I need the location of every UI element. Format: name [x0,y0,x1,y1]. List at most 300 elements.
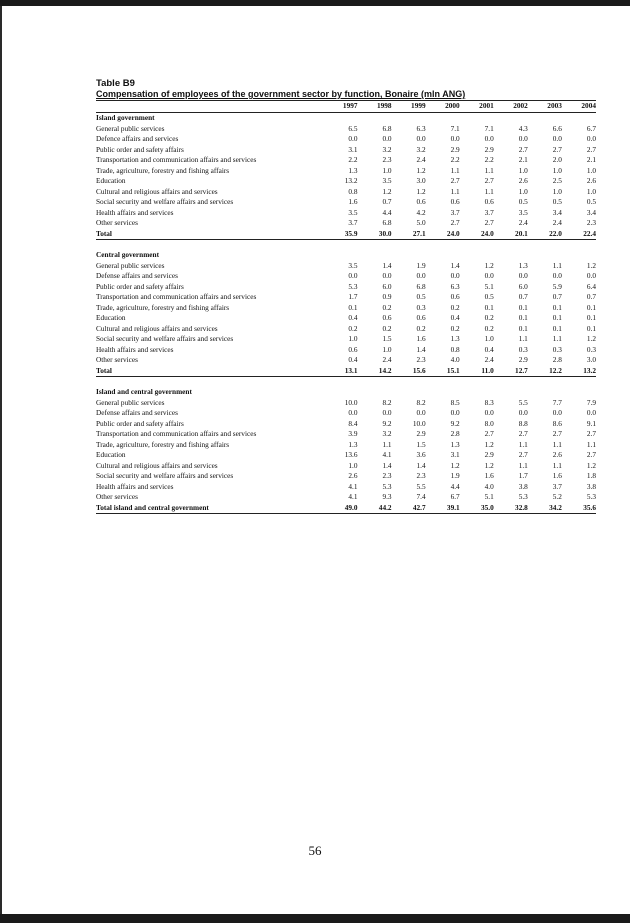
value-cell: 1.1 [518,460,528,470]
value-cell: 3.2 [416,144,426,154]
value-cell: 0.0 [348,271,358,280]
total-value: 24.0 [460,229,494,240]
value-cell: 3.7 [552,481,562,491]
row-label: Education [96,313,126,322]
value-cell: 1.3 [348,439,358,449]
value-cell: 0.5 [518,197,528,206]
year-header: 1999 [392,101,426,113]
value-cell: 2.7 [586,450,596,459]
row-label: Social security and welfare affairs and services [96,197,234,206]
value-cell: 13.2 [344,176,358,185]
value-cell: 0.7 [586,292,596,301]
row-label: Defence affairs and services [96,134,179,143]
value-cell: 1.7 [518,471,528,480]
table-label: Table B9 [96,78,135,89]
value-cell: 6.0 [382,281,392,291]
table-row [96,355,596,366]
value-cell: 0.4 [348,355,358,364]
value-cell: 3.2 [382,429,392,438]
value-cell: 1.2 [484,460,494,470]
table-row [96,145,596,156]
value-cell: 8.2 [416,397,426,407]
table-row [96,429,596,440]
value-cell: 1.0 [552,165,562,175]
total-value: 35.0 [460,503,494,514]
value-cell: 1.6 [416,334,426,343]
value-cell: 2.7 [586,429,596,438]
value-cell: 2.7 [552,144,562,154]
value-cell: 2.3 [416,355,426,364]
row-label: Transportation and communication affairs and services [96,429,257,438]
value-cell: 9.3 [382,492,392,501]
value-cell: 0.2 [450,302,460,312]
value-cell: 8.5 [450,397,460,407]
value-cell: 0.0 [348,134,358,143]
value-cell: 1.1 [382,439,392,449]
table-row [96,398,596,409]
value-cell: 0.1 [484,302,494,312]
spacer-row [96,240,596,251]
table-row [96,419,596,430]
value-cell: 2.2 [484,155,494,164]
value-cell: 1.4 [416,460,426,470]
table-row [96,261,596,272]
value-cell: 0.7 [382,197,392,206]
value-cell: 9.1 [586,418,596,428]
value-cell: 8.4 [348,418,358,428]
value-cell: 3.6 [416,450,426,459]
value-cell: 0.1 [586,323,596,333]
total-value: 34.2 [528,503,562,514]
value-cell: 6.7 [586,123,596,133]
value-cell: 1.0 [586,165,596,175]
value-cell: 6.4 [586,281,596,291]
value-cell: 0.8 [450,344,460,354]
value-cell: 0.1 [518,313,528,322]
value-cell: 1.0 [518,165,528,175]
value-cell: 3.1 [450,450,460,459]
value-cell: 0.6 [416,313,426,322]
section-heading-row [96,250,596,261]
value-cell: 6.8 [382,218,392,227]
value-cell: 2.7 [552,429,562,438]
left-edge [0,6,2,914]
year-header: 2004 [562,101,596,113]
value-cell: 0.5 [552,197,562,206]
value-cell: 3.0 [586,355,596,364]
total-label: Total [96,229,323,240]
value-cell: 1.2 [382,186,392,196]
value-cell: 1.3 [450,334,460,343]
row-label: Trade, agriculture, forestry and fishing affairs [96,302,230,312]
value-cell: 13.6 [344,450,358,459]
row-label: Other services [96,355,138,364]
value-cell: 5.3 [348,281,358,291]
value-cell: 2.2 [450,155,460,164]
table-row [96,292,596,303]
value-cell: 2.9 [416,429,426,438]
value-cell: 1.1 [450,186,460,196]
total-value: 35.9 [323,229,357,240]
year-header: 2003 [528,101,562,113]
row-label: Cultural and religious affairs and services [96,323,218,333]
total-label: Total [96,366,323,377]
value-cell: 2.7 [518,144,528,154]
value-cell: 8.2 [382,397,392,407]
value-cell: 0.1 [552,313,562,322]
section-title: Island government [96,113,155,122]
value-cell: 7.9 [586,397,596,407]
row-label: General public services [96,123,165,133]
value-cell: 1.2 [586,334,596,343]
value-cell: 9.2 [382,418,392,428]
value-cell: 1.1 [552,460,562,470]
value-cell: 2.7 [450,218,460,227]
row-label: Transportation and communication affairs and services [96,292,257,301]
total-value: 49.0 [323,503,357,514]
row-label: Other services [96,492,138,501]
value-cell: 1.9 [416,260,426,270]
value-cell: 0.5 [416,292,426,301]
total-value: 42.7 [392,503,426,514]
total-value: 13.1 [323,366,357,377]
value-cell: 0.5 [586,197,596,206]
row-label: Education [96,176,126,185]
value-cell: 1.0 [382,165,392,175]
total-value: 15.6 [392,366,426,377]
table-row [96,271,596,282]
row-label: Public order and safety affairs [96,144,184,154]
row-label: General public services [96,397,165,407]
section-heading-row [96,113,596,124]
value-cell: 4.2 [416,207,426,217]
value-cell: 1.2 [416,165,426,175]
value-cell: 0.1 [552,323,562,333]
value-cell: 9.2 [450,418,460,428]
total-value: 24.0 [426,229,460,240]
section-title: Central government [96,250,160,259]
value-cell: 2.4 [552,218,562,227]
value-cell: 0.9 [382,292,392,301]
value-cell: 0.0 [450,271,460,280]
table-row [96,134,596,145]
value-cell: 3.8 [518,481,528,491]
total-value: 13.2 [562,366,596,377]
value-cell: 1.2 [416,186,426,196]
value-cell: 3.5 [518,207,528,217]
value-cell: 0.1 [518,302,528,312]
total-row [96,229,596,240]
value-cell: 5.3 [518,492,528,501]
value-cell: 1.9 [450,471,460,480]
value-cell: 1.1 [518,334,528,343]
value-cell: 1.1 [450,165,460,175]
value-cell: 1.2 [586,460,596,470]
value-cell: 2.1 [586,155,596,164]
table-row [96,450,596,461]
total-value: 15.1 [426,366,460,377]
value-cell: 2.6 [552,450,562,459]
value-cell: 1.0 [348,334,358,343]
value-cell: 0.0 [450,408,460,417]
value-cell: 10.0 [412,418,426,428]
value-cell: 2.7 [450,176,460,185]
value-cell: 2.6 [586,176,596,185]
value-cell: 5.2 [552,492,562,501]
value-cell: 2.4 [518,218,528,227]
value-cell: 1.0 [518,186,528,196]
total-value: 20.1 [494,229,528,240]
value-cell: 0.8 [348,186,358,196]
value-cell: 1.0 [586,186,596,196]
total-value: 35.6 [562,503,596,514]
value-cell: 8.3 [484,397,494,407]
value-cell: 0.0 [382,134,392,143]
value-cell: 5.0 [416,218,426,227]
value-cell: 6.3 [450,281,460,291]
compensation-table [96,100,596,514]
value-cell: 0.0 [416,408,426,417]
total-value: 27.1 [392,229,426,240]
value-cell: 3.5 [348,260,358,270]
value-cell: 1.1 [518,439,528,449]
value-cell: 0.0 [586,271,596,280]
value-cell: 2.9 [518,355,528,364]
value-cell: 3.7 [484,207,494,217]
value-cell: 1.6 [552,471,562,480]
value-cell: 1.6 [484,471,494,480]
table-row [96,461,596,472]
table-row [96,218,596,229]
table-row [96,471,596,482]
table-row [96,282,596,293]
total-value: 12.2 [528,366,562,377]
value-cell: 1.1 [552,334,562,343]
value-cell: 1.2 [484,260,494,270]
value-cell: 2.8 [450,429,460,438]
row-label: Health affairs and services [96,344,174,354]
value-cell: 2.9 [484,450,494,459]
value-cell: 0.1 [586,313,596,322]
value-cell: 1.4 [382,260,392,270]
value-cell: 0.7 [518,292,528,301]
table-row [96,408,596,419]
row-label: General public services [96,260,165,270]
year-header: 2002 [494,101,528,113]
value-cell: 0.4 [484,344,494,354]
value-cell: 1.3 [450,439,460,449]
value-cell: 4.1 [348,481,358,491]
value-cell: 0.6 [382,313,392,322]
total-value: 12.7 [494,366,528,377]
value-cell: 3.5 [382,176,392,185]
value-cell: 1.3 [348,165,358,175]
value-cell: 1.1 [484,186,494,196]
value-cell: 5.5 [416,481,426,491]
value-cell: 7.1 [450,123,460,133]
row-label: Social security and welfare affairs and services [96,334,234,343]
value-cell: 3.7 [450,207,460,217]
value-cell: 0.1 [586,302,596,312]
row-label: Social security and welfare affairs and services [96,471,234,480]
table-row [96,187,596,198]
value-cell: 0.2 [416,323,426,333]
total-value: 30.0 [358,229,392,240]
value-cell: 0.2 [382,323,392,333]
table-row [96,345,596,356]
value-cell: 2.8 [552,355,562,364]
row-label: Public order and safety affairs [96,418,184,428]
row-label: Transportation and communication affairs and services [96,155,257,164]
bottom-border [0,914,630,923]
value-cell: 6.0 [518,281,528,291]
value-cell: 0.4 [348,313,358,322]
value-cell: 2.4 [484,355,494,364]
table-row [96,492,596,503]
value-cell: 2.5 [552,176,562,185]
value-cell: 0.4 [450,313,460,322]
spacer-cell [96,377,596,388]
value-cell: 0.0 [348,408,358,417]
value-cell: 2.2 [348,155,358,164]
row-label: Cultural and religious affairs and services [96,186,218,196]
value-cell: 0.1 [518,323,528,333]
value-cell: 5.5 [518,397,528,407]
top-border [0,0,630,6]
value-cell: 2.4 [416,155,426,164]
header-label-cell [96,101,323,113]
value-cell: 2.7 [484,176,494,185]
row-label: Trade, agriculture, forestry and fishing affairs [96,439,230,449]
value-cell: 0.3 [518,344,528,354]
value-cell: 0.0 [586,408,596,417]
value-cell: 0.6 [450,292,460,301]
value-cell: 6.3 [416,123,426,133]
table-row [96,166,596,177]
value-cell: 4.3 [518,123,528,133]
value-cell: 4.0 [450,355,460,364]
value-cell: 0.0 [416,134,426,143]
value-cell: 5.3 [382,481,392,491]
section-title: Island and central government [96,387,192,396]
value-cell: 0.0 [518,134,528,143]
value-cell: 2.7 [586,144,596,154]
value-cell: 3.0 [416,176,426,185]
row-label: Education [96,450,126,459]
value-cell: 0.6 [484,197,494,206]
value-cell: 1.4 [382,460,392,470]
value-cell: 7.7 [552,397,562,407]
value-cell: 7.4 [416,492,426,501]
year-header: 2000 [426,101,460,113]
value-cell: 4.1 [348,492,358,501]
value-cell: 0.2 [382,302,392,312]
value-cell: 2.3 [382,155,392,164]
page-number: 56 [308,843,322,858]
section-heading-row [96,387,596,398]
value-cell: 1.2 [586,260,596,270]
row-label: Defense affairs and services [96,271,178,280]
value-cell: 2.3 [416,471,426,480]
value-cell: 1.3 [518,260,528,270]
value-cell: 0.2 [484,313,494,322]
table-row [96,313,596,324]
header-row [96,101,596,113]
total-value: 22.0 [528,229,562,240]
row-label: Cultural and religious affairs and services [96,460,218,470]
table-row [96,324,596,335]
table-row [96,208,596,219]
value-cell: 1.0 [382,344,392,354]
value-cell: 5.9 [552,281,562,291]
value-cell: 3.2 [382,144,392,154]
value-cell: 0.0 [382,408,392,417]
year-header: 2001 [460,101,494,113]
year-header: 1998 [358,101,392,113]
value-cell: 1.0 [552,186,562,196]
value-cell: 2.3 [382,471,392,480]
total-row [96,366,596,377]
value-cell: 1.6 [348,197,358,206]
value-cell: 0.0 [552,408,562,417]
value-cell: 1.2 [484,439,494,449]
value-cell: 0.0 [484,134,494,143]
total-value: 14.2 [358,366,392,377]
value-cell: 5.1 [484,492,494,501]
value-cell: 0.0 [552,134,562,143]
value-cell: 3.7 [348,218,358,227]
value-cell: 1.2 [450,460,460,470]
value-cell: 0.3 [586,344,596,354]
value-cell: 5.3 [586,492,596,501]
value-cell: 0.6 [450,197,460,206]
value-cell: 1.7 [348,292,358,301]
value-cell: 3.8 [586,481,596,491]
table-caption: Compensation of employees of the government sector by function, Bonaire (mln ANG) [96,89,466,99]
value-cell: 1.1 [586,439,596,449]
value-cell: 4.4 [382,207,392,217]
value-cell: 1.8 [586,471,596,480]
total-value: 32.8 [494,503,528,514]
value-cell: 4.4 [450,481,460,491]
value-cell: 6.8 [416,281,426,291]
value-cell: 2.7 [518,450,528,459]
value-cell: 2.9 [484,144,494,154]
value-cell: 6.8 [382,123,392,133]
value-cell: 6.6 [552,123,562,133]
total-value: 39.1 [426,503,460,514]
value-cell: 1.0 [348,460,358,470]
year-header: 1997 [323,101,357,113]
value-cell: 10.0 [344,397,358,407]
value-cell: 0.5 [484,292,494,301]
row-label: Trade, agriculture, forestry and fishing affairs [96,165,230,175]
value-cell: 3.5 [348,207,358,217]
value-cell: 0.2 [348,323,358,333]
value-cell: 1.1 [552,439,562,449]
value-cell: 0.7 [552,292,562,301]
value-cell: 1.0 [484,334,494,343]
spacer-cell [96,240,596,251]
table-row [96,482,596,493]
value-cell: 2.6 [518,176,528,185]
value-cell: 3.4 [586,207,596,217]
value-cell: 3.1 [348,144,358,154]
value-cell: 2.7 [518,429,528,438]
table-body [96,113,596,514]
value-cell: 0.3 [552,344,562,354]
value-cell: 3.9 [348,429,358,438]
